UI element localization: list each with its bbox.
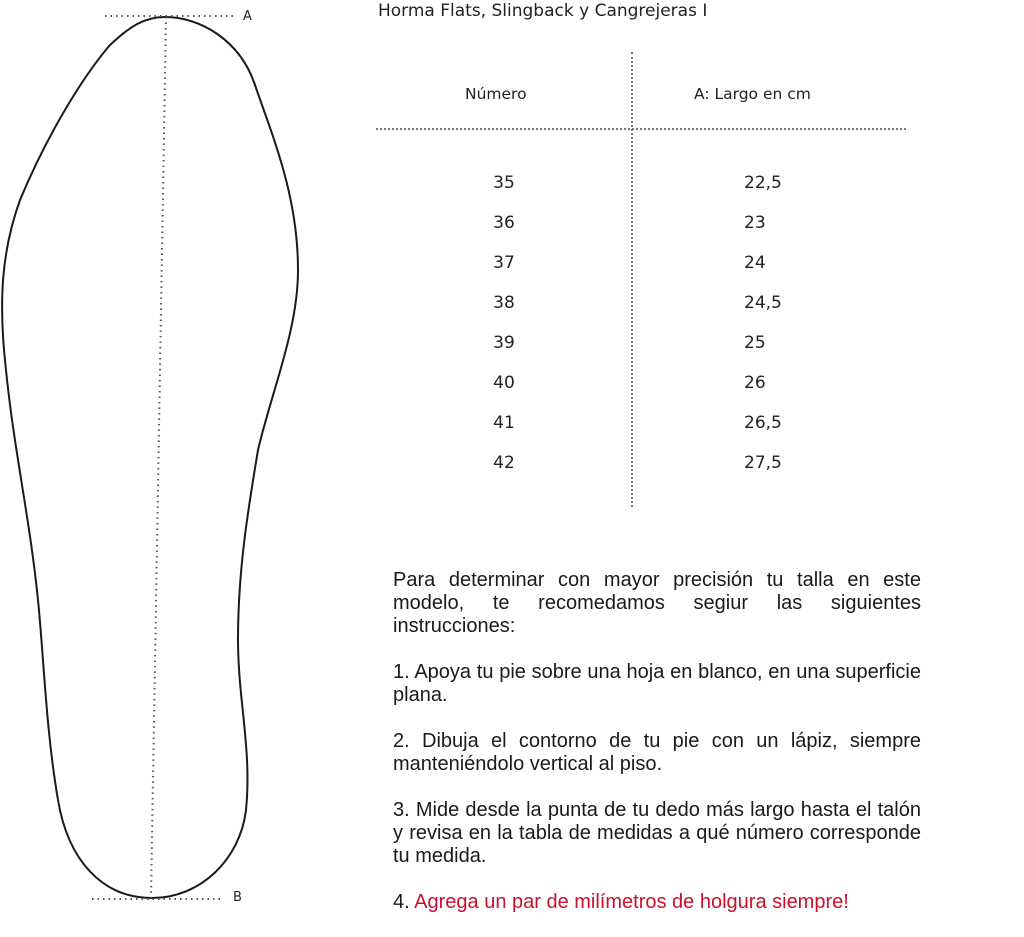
size-length: 24 — [744, 253, 766, 273]
insole-outline — [2, 17, 298, 898]
size-rows — [440, 163, 880, 483]
page-title: Horma Flats, Slingback y Cangrejeras I — [378, 1, 708, 21]
table-row — [440, 243, 880, 283]
instruction-step-4 — [393, 891, 921, 914]
size-length: 26 — [744, 373, 766, 393]
size-length: 27,5 — [744, 453, 782, 473]
marker-b-label: B — [233, 890, 242, 905]
size-length: 25 — [744, 333, 766, 353]
size-length: 24,5 — [744, 293, 782, 313]
step-4-highlight: Agrega un par de milímetros de holgura siempre! — [414, 891, 849, 913]
instruction-step-1: 1. Apoya tu pie sobre una hoja en blanco, en una superficie plana. — [393, 661, 921, 706]
size-length: 23 — [744, 213, 766, 233]
table-row — [440, 443, 880, 483]
table-horizontal-divider — [376, 128, 906, 130]
insole-outline-diagram — [0, 0, 320, 926]
table-row — [440, 203, 880, 243]
marker-a-label: A — [243, 9, 252, 24]
step-4-number: 4. — [393, 891, 410, 913]
size-number: 38 — [493, 293, 515, 313]
col-header-length: A: Largo en cm — [694, 85, 811, 103]
size-number: 39 — [493, 333, 515, 353]
instruction-step-3: 3. Mide desde la punta de tu dedo más largo hasta el talón y revisa en la tabla de medidas a qué número corresponde tu medida. — [393, 799, 921, 867]
size-number: 36 — [493, 213, 515, 233]
size-number: 40 — [493, 373, 515, 393]
instructions-intro: Para determinar con mayor precisión tu talla en este modelo, te recomedamos segiur las siguientes instrucciones: — [393, 569, 921, 637]
table-row — [440, 323, 880, 363]
size-length: 26,5 — [744, 413, 782, 433]
size-number: 37 — [493, 253, 515, 273]
size-number: 35 — [493, 173, 515, 193]
size-number: 41 — [493, 413, 515, 433]
instruction-step-2: 2. Dibuja el contorno de tu pie con un lápiz, siempre manteniéndolo vertical al piso. — [393, 730, 921, 775]
col-header-size: Número — [465, 85, 527, 103]
instructions — [393, 569, 921, 937]
center-guide-line — [151, 17, 166, 898]
table-row — [440, 403, 880, 443]
table-row — [440, 363, 880, 403]
size-number: 42 — [493, 453, 515, 473]
size-length: 22,5 — [744, 173, 782, 193]
table-row — [440, 163, 880, 203]
table-row — [440, 283, 880, 323]
